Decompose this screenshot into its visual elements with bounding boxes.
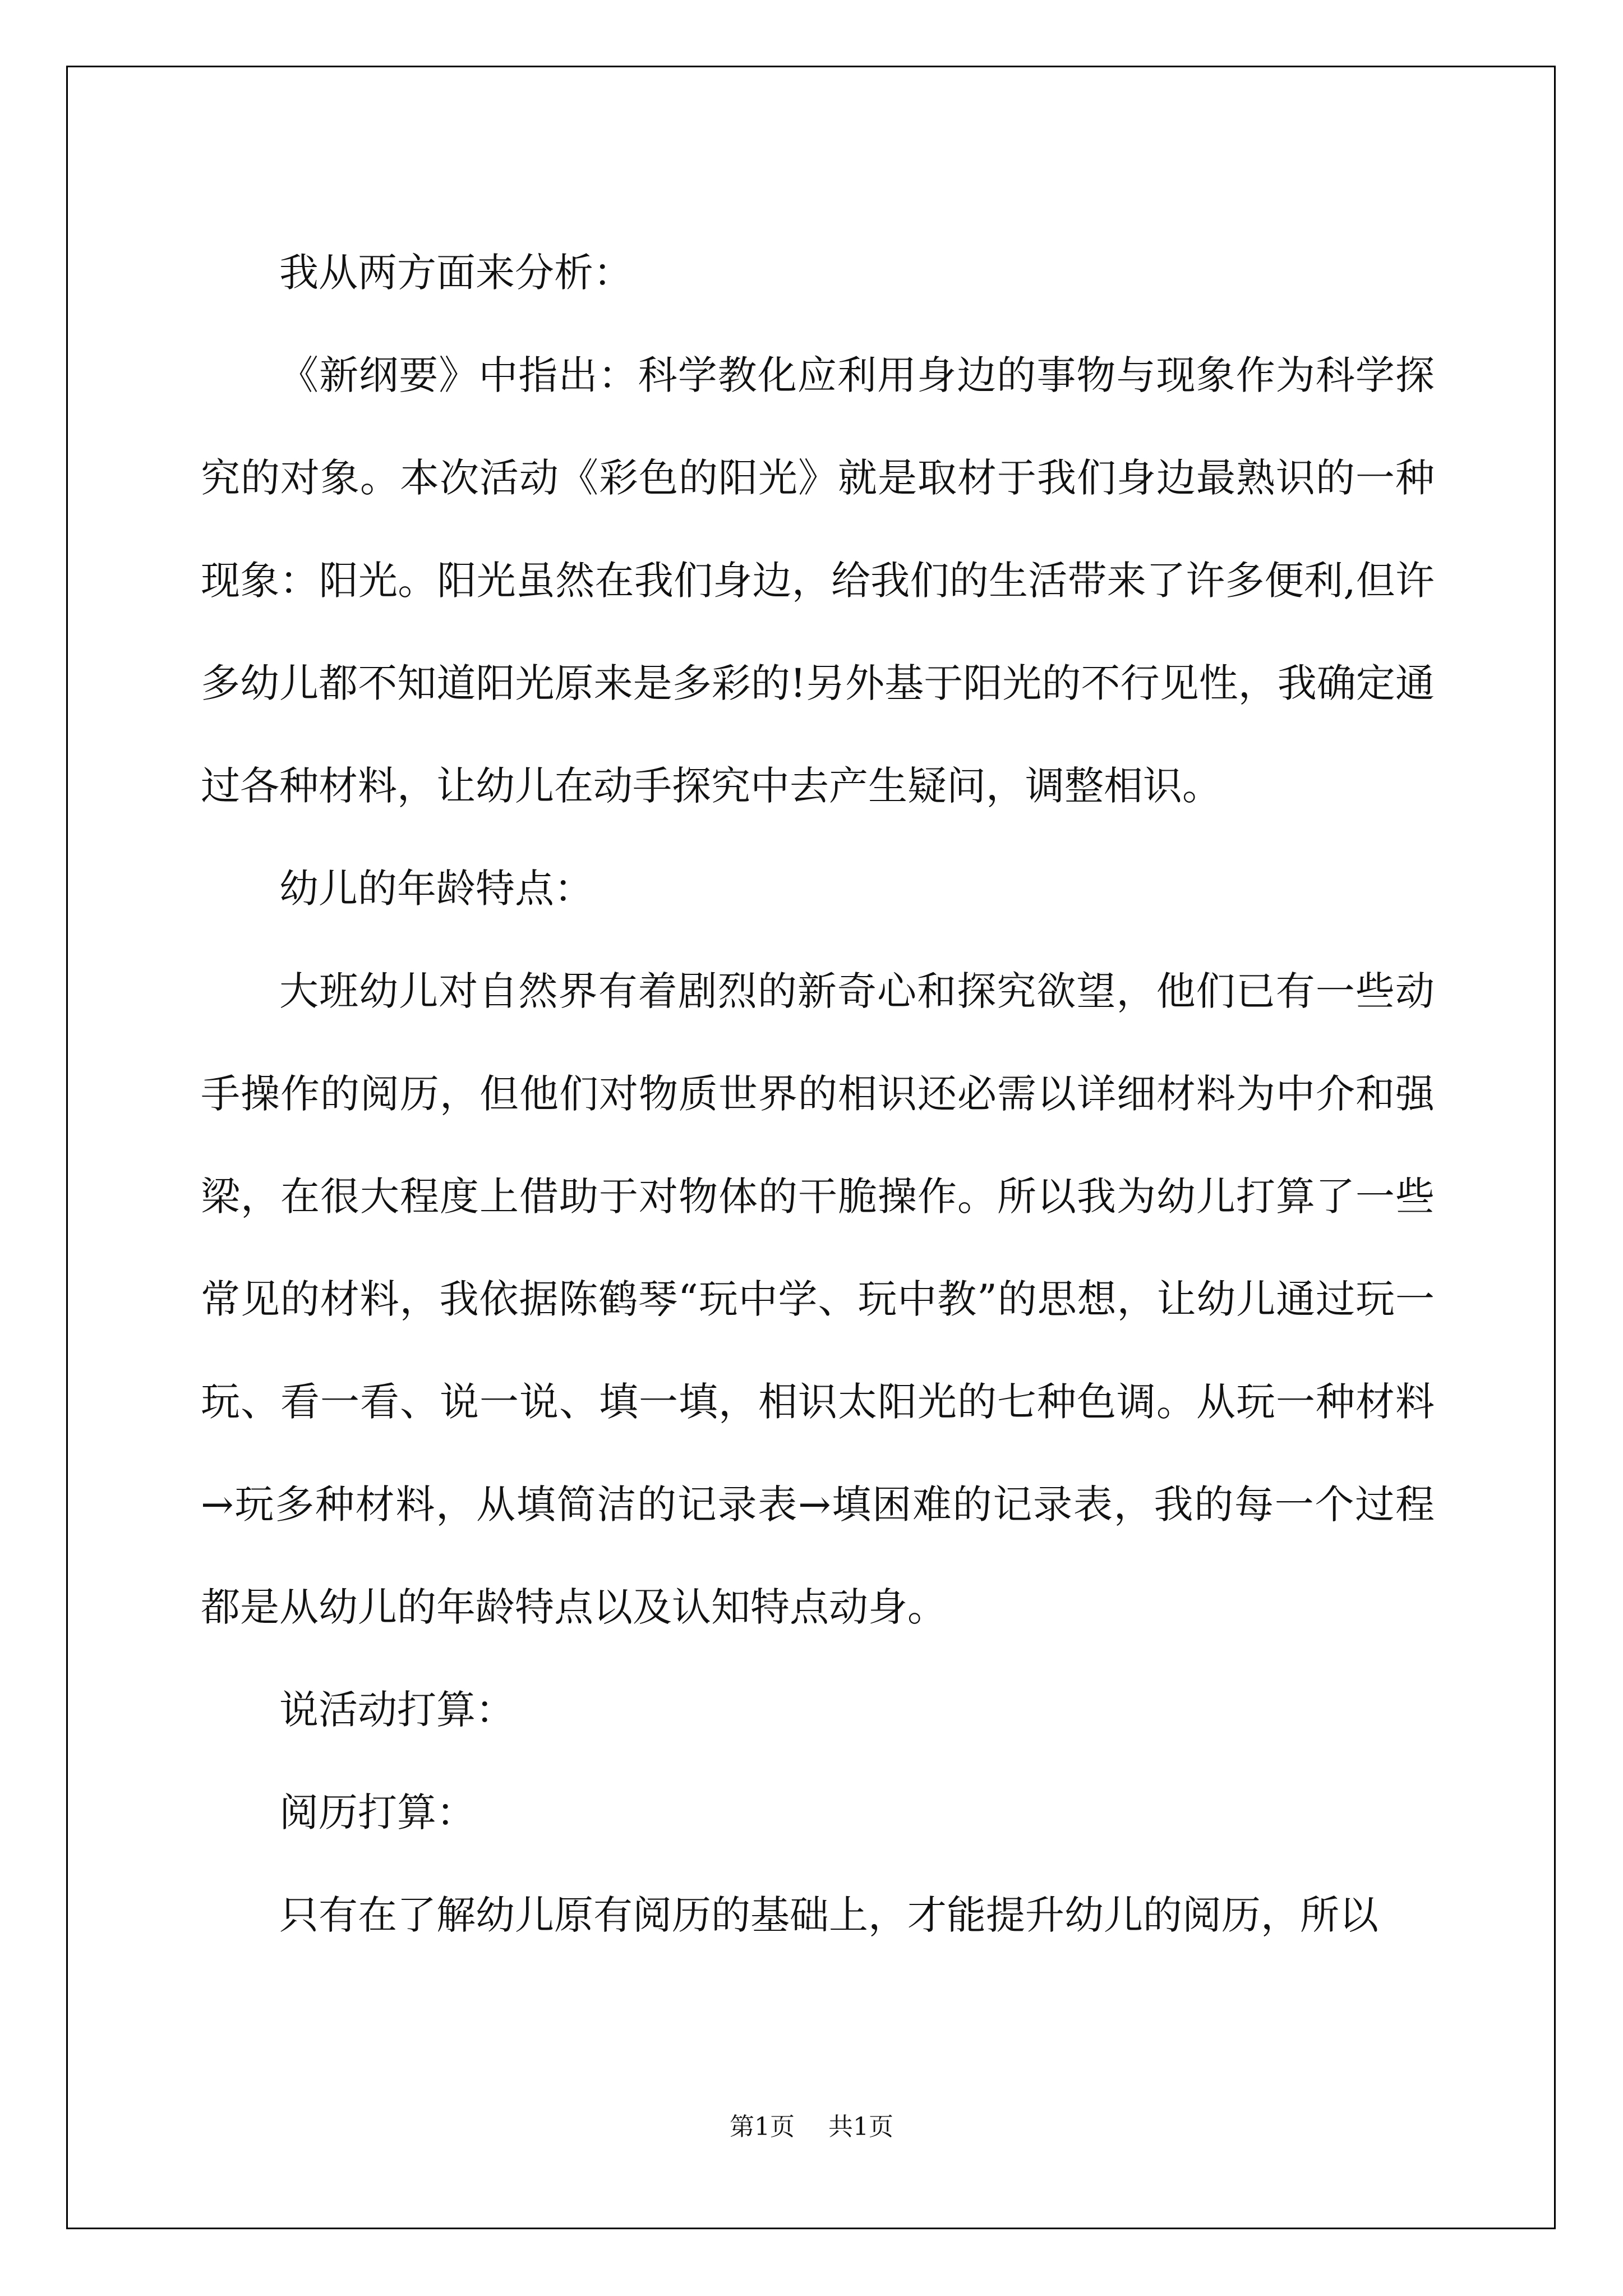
page-number: 第1页 <box>730 2113 795 2141</box>
paragraph: 大班幼儿对自然界有着剧烈的新奇心和探究欲望，他们已有一些动手操作的阅历，但他们对物质世界的相识还必需以详细材料为中介和强梁，在很大程度上借助于对物体的干脆操作。所以我为幼儿打算了一些常见的材料，我依据陈鹤琴“玩中学、玩中教”的思想，让幼儿通过玩一玩、看一看、说一说、填一填，相识太阳光的七种色调。从玩一种材料→玩多种材料，从填简洁的记录表→填困难的记录表，我的每一个过程都是从幼儿的年龄特点以及认知特点动身。 <box>201 968 1435 1630</box>
paragraph: 《新纲要》中指出：科学教化应利用身边的事物与现象作为科学探究的对象。本次活动《彩色的阳光》就是取材于我们身边最熟识的一种现象：阳光。阳光虽然在我们身边，给我们的生活带来了许多便利,但许多幼儿都不知道阳光原来是多彩的!另外基于阳光的不行见性，我确定通过各种材料，让幼儿在动手探究中去产生疑问，调整相识。 <box>201 352 1435 809</box>
paragraph: 说活动打算： <box>279 1687 515 1733</box>
paragraph: 阅历打算： <box>279 1789 476 1835</box>
paragraph: 幼儿的年龄特点： <box>279 866 593 912</box>
document-body <box>201 222 1435 1967</box>
page-footer <box>0 2106 1623 2142</box>
paragraph: 我从两方面来分析： <box>279 250 633 296</box>
page-total: 共1页 <box>828 2113 893 2141</box>
paragraph: 只有在了解幼儿原有阅历的基础上，才能提升幼儿的阅历，所以 <box>279 1892 1378 1938</box>
